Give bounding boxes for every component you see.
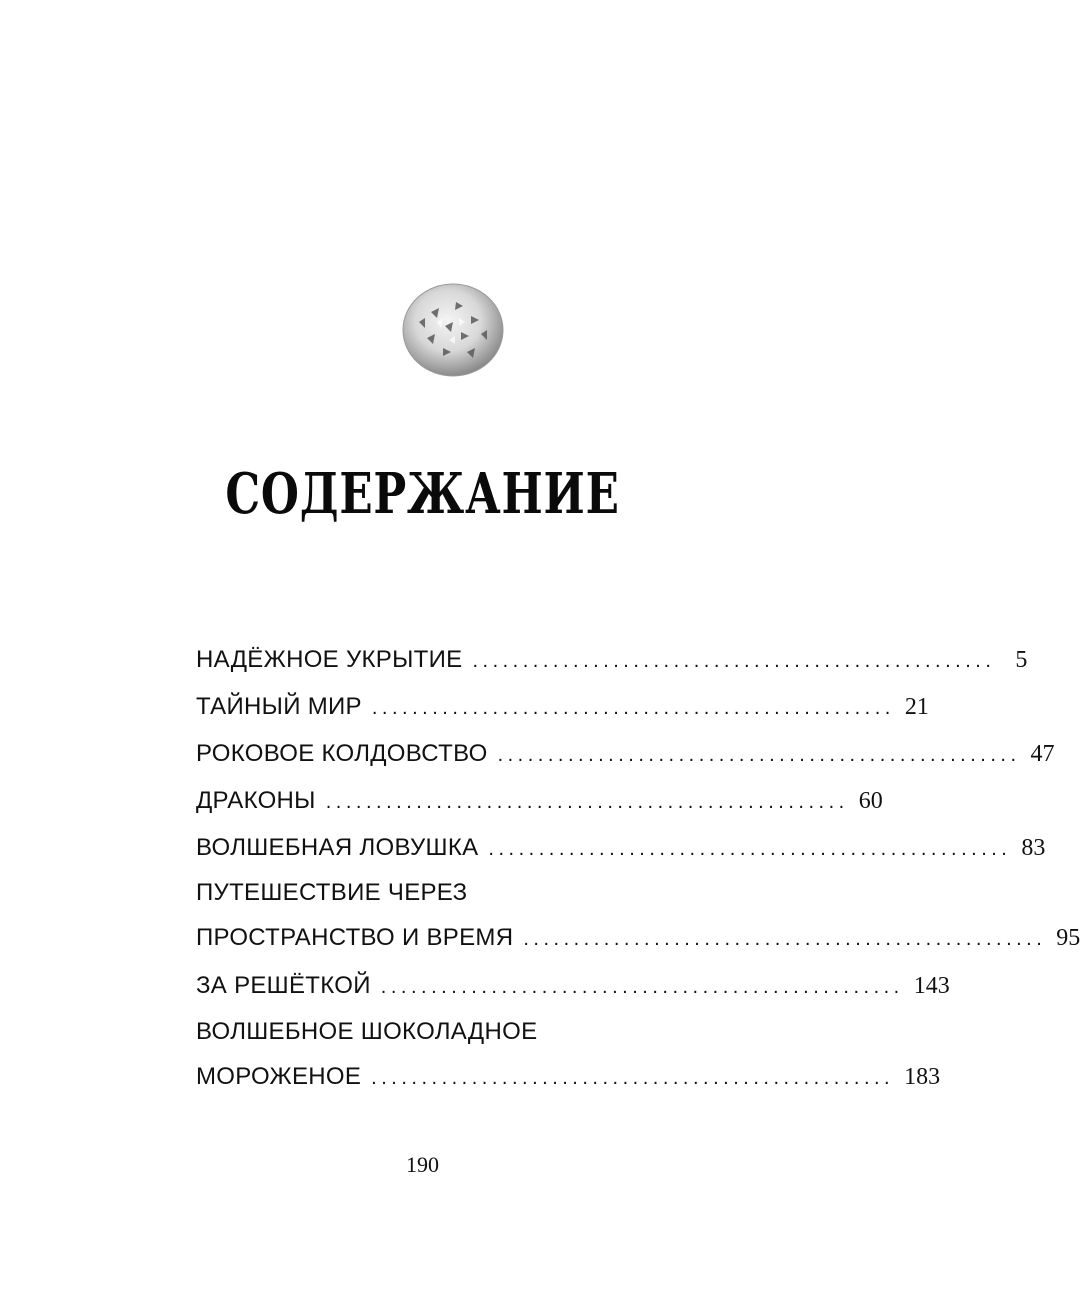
toc-entry-page: 95 [1056,925,1080,951]
toc-entry-page: 183 [904,1064,941,1090]
toc-entry-title-line1: ПУТЕШЕСТВИЕ ЧЕРЕЗ [196,879,468,906]
toc-entry [196,730,1055,777]
toc-entry [196,914,1080,961]
toc-entry-page: 21 [904,694,929,720]
page-title: СОДЕРЖАНИЕ [225,461,620,527]
toc-entry [196,1053,941,1100]
toc-entry [196,824,1046,871]
dot-leader: .................................................... [497,744,1021,766]
toc-entry [196,683,929,730]
toc-entry-title: ДРАКОНЫ [196,787,316,814]
dot-leader: .................................................... [380,976,904,998]
toc-entry-title: ТАЙНЫЙ МИР [196,693,362,720]
sphere-ornament-icon [401,282,505,378]
table-of-contents [196,636,1080,1100]
dot-leader: .................................................... [488,838,1012,860]
toc-entry-title: ВОЛШЕБНАЯ ЛОВУШКА [196,834,479,861]
toc-entry-title: РОКОВОЕ КОЛДОВСТВО [196,740,488,767]
dot-leader: .................................................... [371,697,895,719]
page-number: 190 [406,1152,439,1177]
dot-leader: .................................................... [472,650,996,672]
toc-entry [196,777,883,824]
toc-entry-title-line1: ВОЛШЕБНОЕ ШОКОЛАДНОЕ [196,1018,538,1045]
toc-entry-title: ЗА РЕШЁТКОЙ [196,972,371,999]
toc-entry-title: ПРОСТРАНСТВО И ВРЕМЯ [196,924,514,951]
dot-leader: .................................................... [325,791,849,813]
toc-entry-page: 143 [913,973,950,999]
toc-entry-page: 47 [1030,741,1055,767]
dot-leader: .................................................... [523,928,1047,950]
toc-entry-page: 83 [1021,835,1046,861]
toc-entry [196,961,950,1010]
toc-entry-page: 5 [1015,647,1028,673]
dot-leader: .................................................... [371,1067,895,1089]
toc-entry-line1 [196,1010,714,1053]
toc-entry-title: НАДЁЖНОЕ УКРЫТИЕ [196,646,463,673]
toc-entry-page: 60 [858,788,883,814]
toc-entry-title: МОРОЖЕНОЕ [196,1063,362,1090]
toc-entry-line1 [196,871,714,914]
toc-entry [196,636,1028,683]
